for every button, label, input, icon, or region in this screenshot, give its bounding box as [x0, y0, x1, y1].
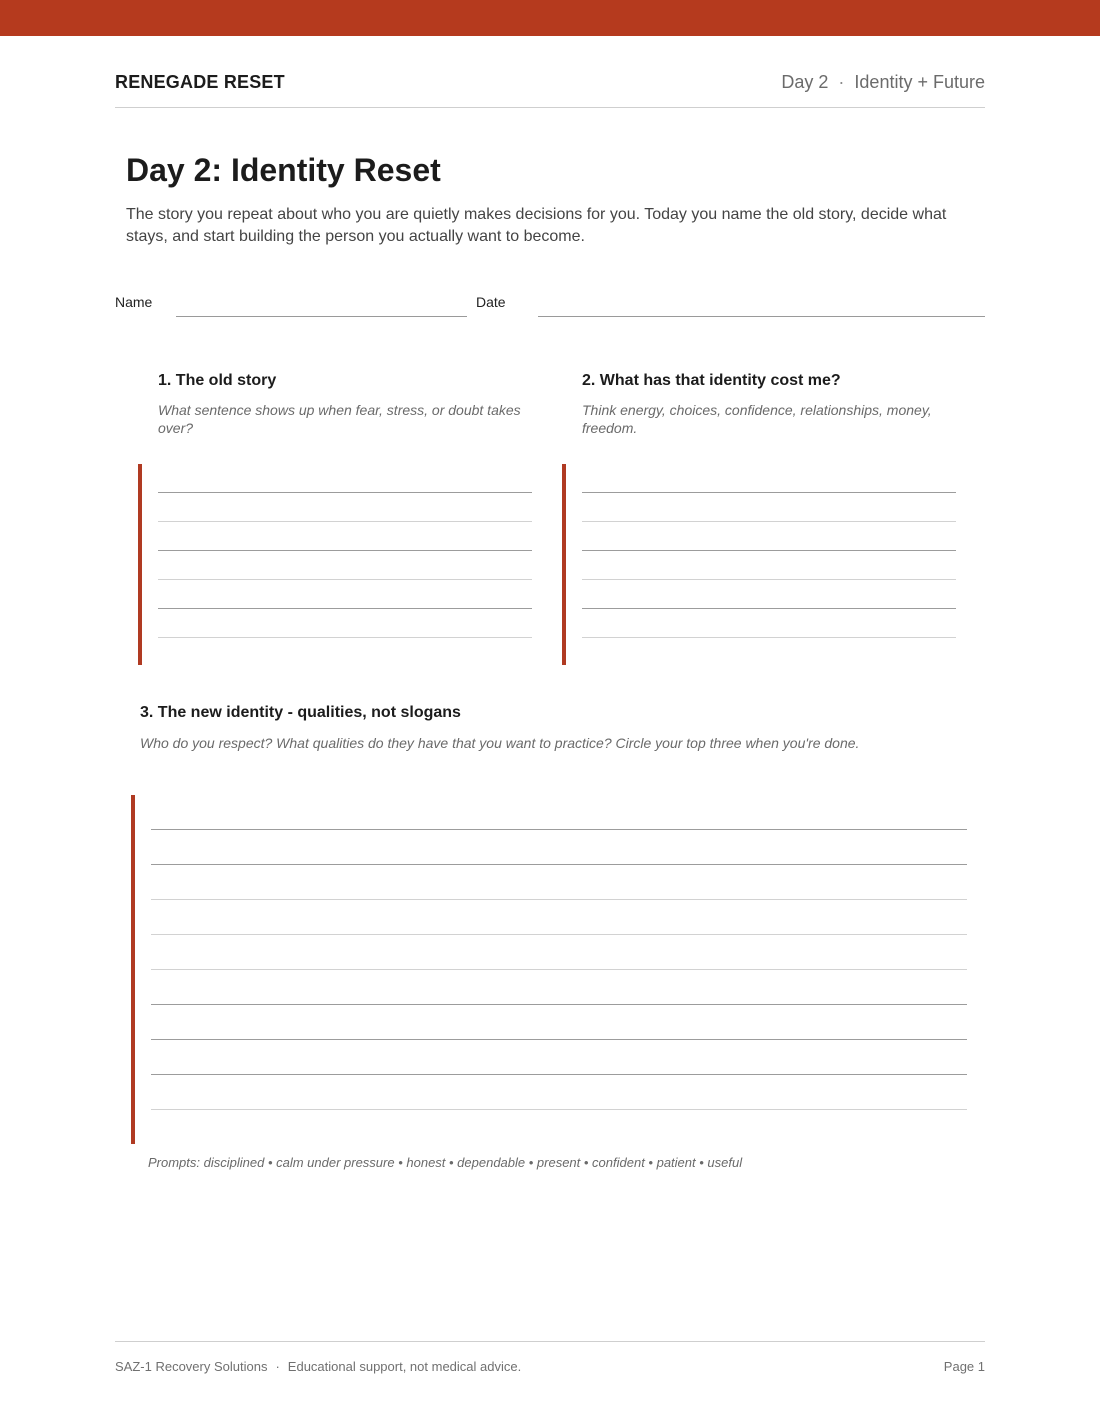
writing-line — [582, 637, 956, 638]
header-separator: · — [838, 72, 845, 92]
question-3-title: 3. The new identity - qualities, not slogans — [140, 704, 461, 721]
header-day: Day 2 — [781, 72, 829, 92]
question-1-title: 1. The old story — [158, 372, 277, 389]
writing-line — [158, 492, 532, 493]
brand-name: RENEGADE RESET — [115, 72, 285, 92]
page-title: Day 2: Identity Reset — [126, 152, 441, 188]
question-1-hint: What sentence shows up when fear, stress, or doubt takes over? — [158, 402, 521, 436]
question-2-hint: Think energy, choices, confidence, relationships, money, freedom. — [582, 402, 932, 436]
writing-line — [151, 899, 967, 900]
writing-line — [151, 864, 967, 865]
top-accent-bar — [0, 0, 1100, 36]
question-3-hint: Who do you respect? What qualities do they have that you want to practice? Circle your top three when you're done. — [140, 735, 860, 751]
writing-line — [158, 579, 532, 580]
writing-line — [158, 550, 532, 551]
writing-line — [582, 550, 956, 551]
writing-line — [582, 492, 956, 493]
writing-line — [151, 1074, 967, 1075]
writing-line — [582, 608, 956, 609]
writing-line — [151, 969, 967, 970]
intro-paragraph: The story you repeat about who you are quietly makes decisions for you. Today you name the old story, decide what stays, and start building the person you actually want to become. — [126, 206, 947, 245]
question-2-accent-bar — [562, 464, 566, 665]
writing-line — [151, 829, 967, 830]
footer-disclaimer: Educational support, not medical advice. — [287, 1359, 522, 1374]
writing-line — [158, 637, 532, 638]
header-section: Identity + Future — [854, 72, 985, 92]
writing-line — [151, 934, 967, 935]
date-label: Date — [476, 294, 506, 310]
footer-separator: · — [275, 1359, 280, 1374]
question-2-title: 2. What has that identity cost me? — [582, 372, 841, 389]
qualities-prompts: Prompts: disciplined • calm under pressure • honest • dependable • present • confident • patient • useful — [148, 1155, 743, 1170]
name-field[interactable] — [176, 316, 467, 317]
header-day-section — [781, 72, 985, 93]
question-1-accent-bar — [138, 464, 142, 665]
page-header — [115, 70, 985, 108]
writing-line — [158, 608, 532, 609]
writing-line — [582, 579, 956, 580]
footer-org: SAZ-1 Recovery Solutions — [115, 1359, 268, 1374]
name-label: Name — [115, 294, 153, 310]
writing-line — [151, 1004, 967, 1005]
writing-line — [151, 1109, 967, 1110]
question-3-accent-bar — [131, 795, 135, 1144]
writing-line — [151, 1039, 967, 1040]
writing-line — [158, 521, 532, 522]
page-number: Page 1 — [943, 1359, 985, 1374]
footer-info — [115, 1359, 521, 1374]
writing-line — [582, 521, 956, 522]
footer-divider — [115, 1341, 985, 1342]
date-field[interactable] — [538, 316, 985, 317]
